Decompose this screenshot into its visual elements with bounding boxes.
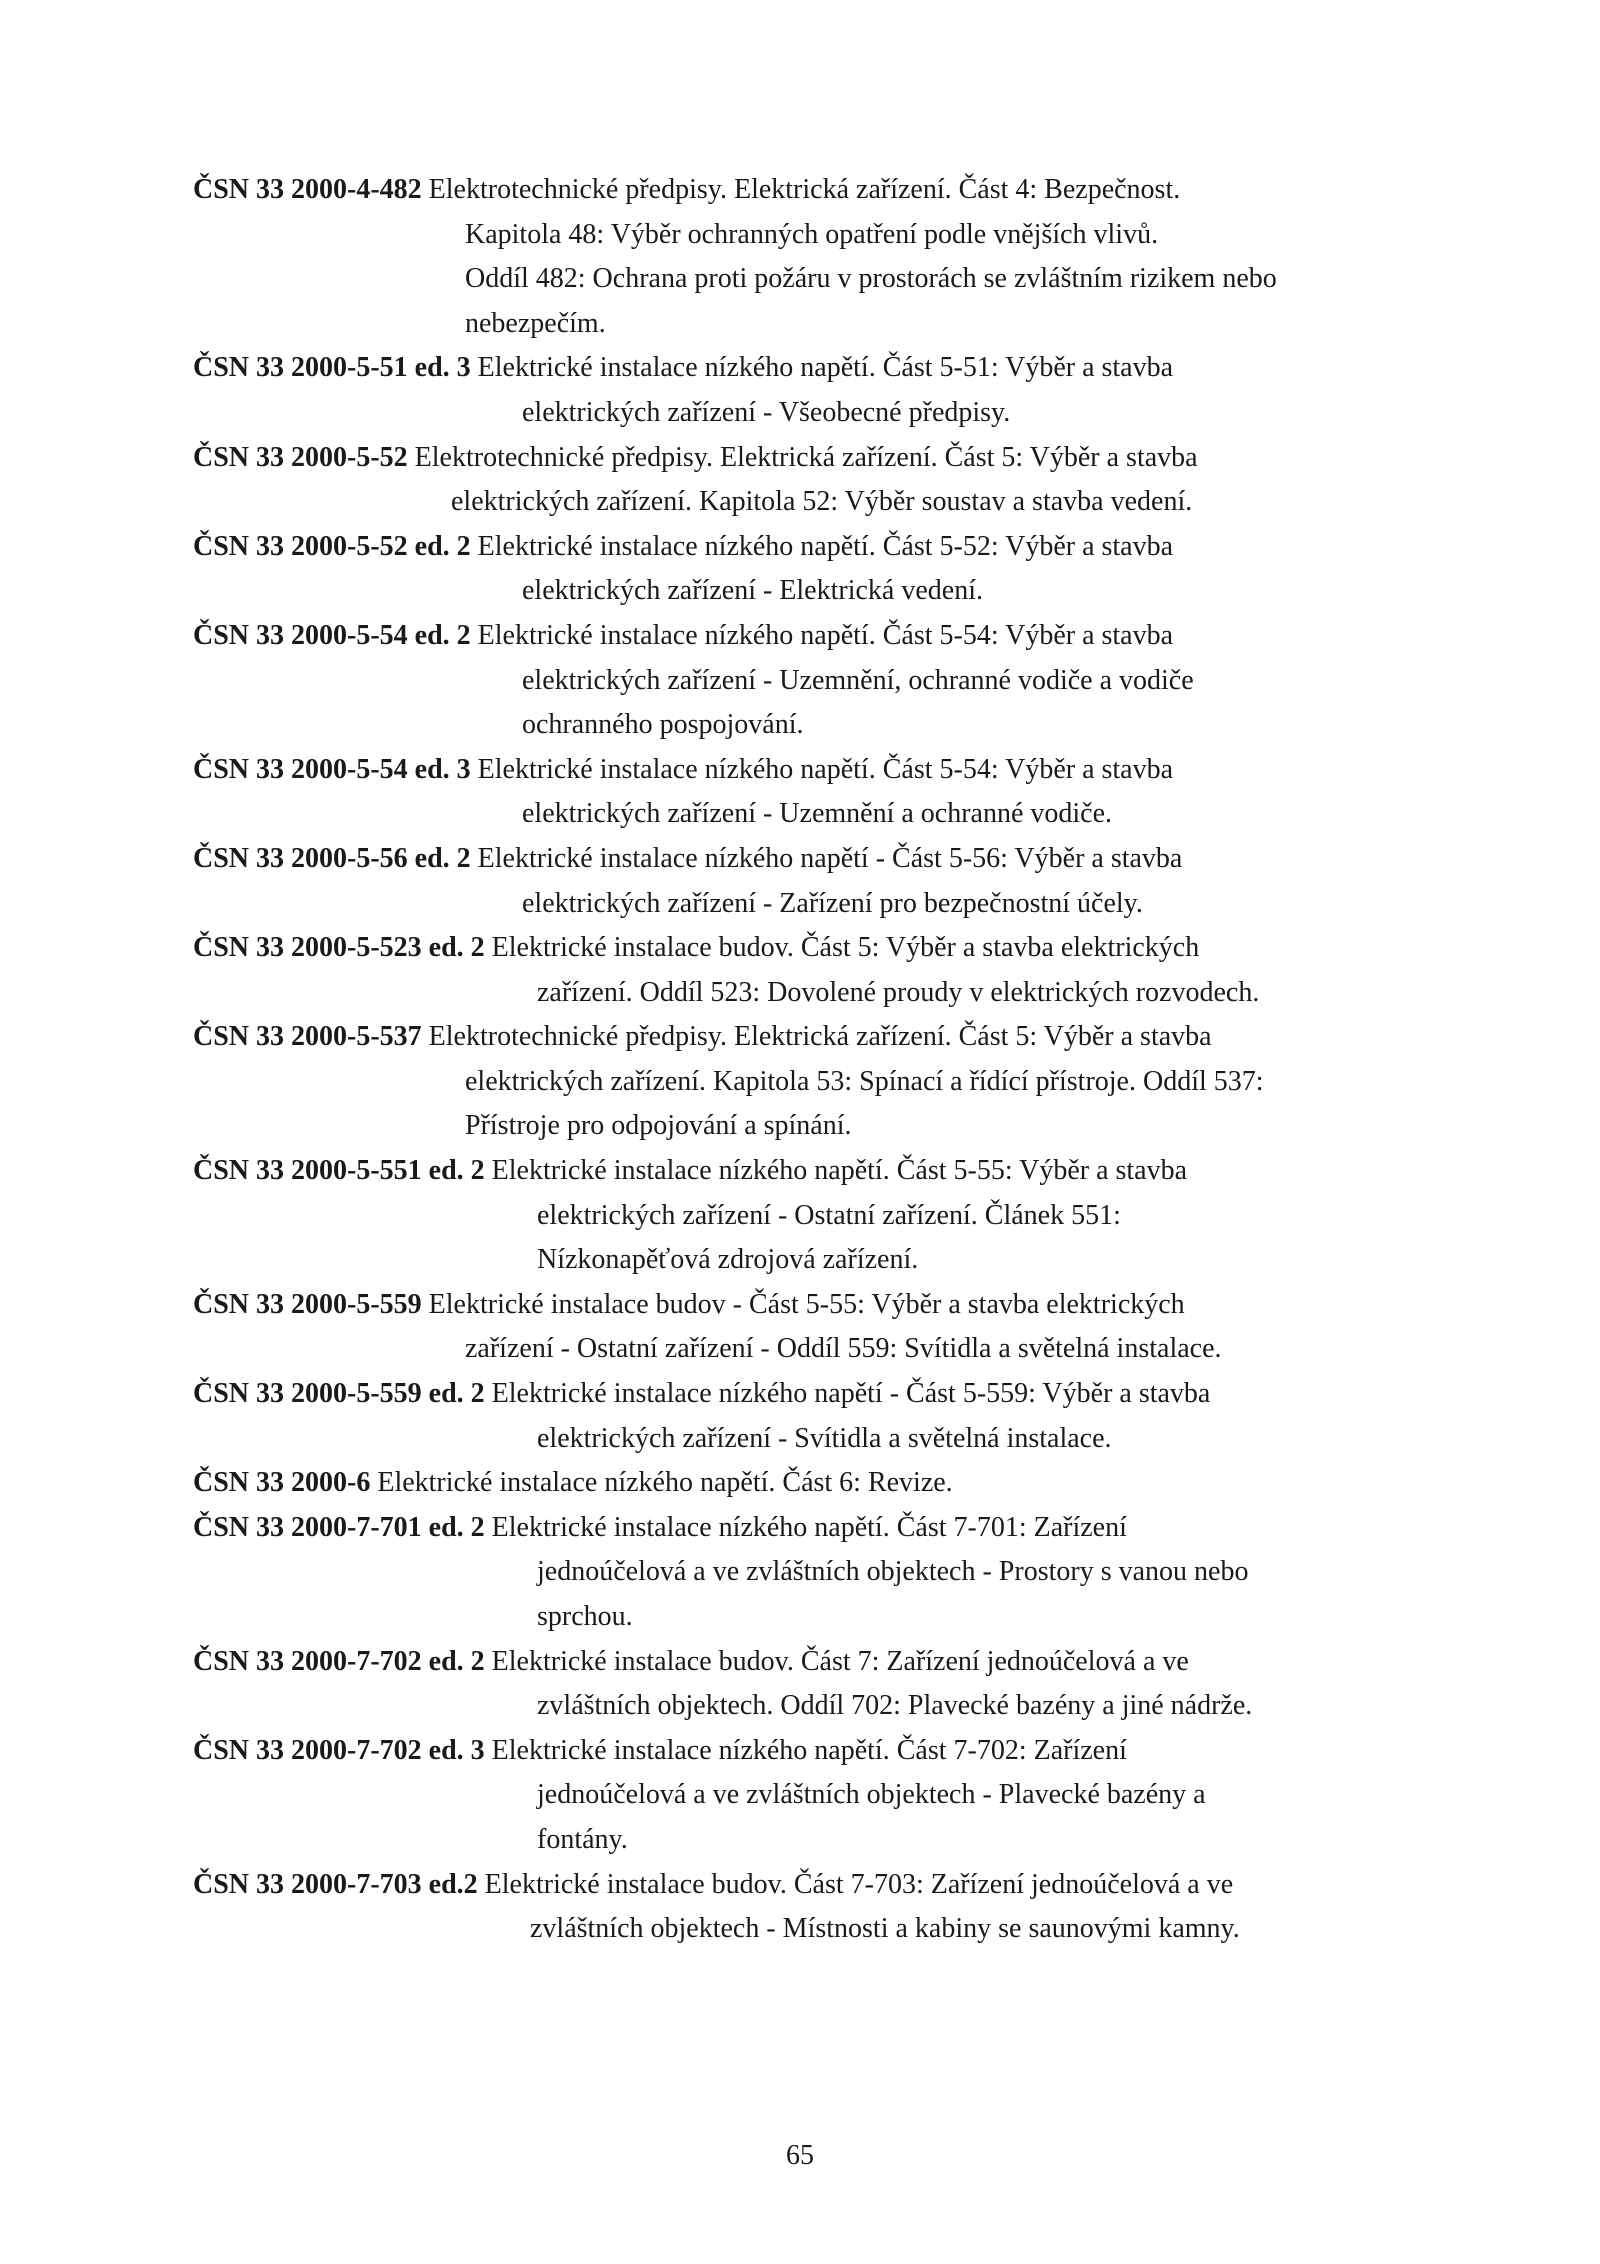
reference-first-line <box>193 926 1453 971</box>
reference-continuation-line <box>193 1327 1453 1372</box>
standard-code: ČSN 33 2000-6 <box>193 1467 371 1499</box>
reference-text: Elektrické instalace nízkého napětí. Část 7-702: Zařízení <box>491 1734 1127 1766</box>
reference-entry <box>193 926 1453 1015</box>
reference-continuation-line <box>193 1104 1453 1149</box>
reference-text: elektrických zařízení - Elektrická vedení. <box>522 575 983 607</box>
standard-code: ČSN 33 2000-5-52 ed. 2 <box>193 530 471 562</box>
reference-first-line <box>193 1149 1453 1194</box>
reference-first-line <box>193 837 1453 882</box>
standard-code: ČSN 33 2000-5-51 ed. 3 <box>193 352 471 384</box>
standard-code: ČSN 33 2000-7-701 ed. 2 <box>193 1511 485 1543</box>
reference-first-line <box>193 168 1453 213</box>
reference-text: Oddíl 482: Ochrana proti požáru v prostorách se zvláštním rizikem nebo <box>465 263 1277 295</box>
reference-continuation-line <box>193 1550 1453 1595</box>
reference-first-line <box>193 346 1453 391</box>
reference-entry <box>193 1729 1453 1863</box>
reference-text: Elektrotechnické předpisy. Elektrická zařízení. Část 5: Výběr a stavba <box>414 441 1198 473</box>
reference-first-line <box>193 1506 1453 1551</box>
reference-text: elektrických zařízení - Uzemnění, ochranné vodiče a vodiče <box>522 664 1194 696</box>
reference-entry <box>193 1863 1453 1952</box>
reference-continuation-line <box>193 703 1453 748</box>
reference-continuation-line <box>193 1060 1453 1105</box>
reference-entry <box>193 436 1453 525</box>
reference-text: elektrických zařízení - Svítidla a světelná instalace. <box>537 1422 1112 1454</box>
reference-continuation-line <box>193 659 1453 704</box>
reference-continuation-line <box>193 792 1453 837</box>
reference-entry <box>193 346 1453 435</box>
reference-first-line <box>193 748 1453 793</box>
reference-first-line <box>193 1729 1453 1774</box>
reference-text: Elektrické instalace nízkého napětí. Část 7-701: Zařízení <box>491 1511 1127 1543</box>
reference-continuation-line <box>193 1238 1453 1283</box>
reference-text: sprchou. <box>537 1601 633 1632</box>
reference-text: Kapitola 48: Výběr ochranných opatření podle vnějších vlivů. <box>465 218 1159 250</box>
reference-first-line <box>193 436 1453 481</box>
reference-text: Elektrické instalace budov. Část 5: Výběr a stavba elektrických <box>491 932 1200 964</box>
reference-continuation-line <box>193 1907 1453 1952</box>
reference-continuation-line <box>193 257 1453 302</box>
reference-entry <box>193 1283 1453 1372</box>
reference-text: zařízení. Oddíl 523: Dovolené proudy v elektrických rozvodech. <box>537 976 1260 1008</box>
reference-text: zařízení - Ostatní zařízení - Oddíl 559: Svítidla a světelná instalace. <box>465 1333 1222 1365</box>
reference-continuation-line <box>193 391 1453 436</box>
reference-text: Elektrické instalace budov. Část 7-703: Zařízení jednoúčelová a ve <box>484 1868 1234 1900</box>
reference-text: Elektrické instalace nízkého napětí. Část 5-54: Výběr a stavba <box>477 753 1174 785</box>
reference-first-line <box>193 1372 1453 1417</box>
page-number: 65 <box>786 2140 814 2171</box>
reference-text: Elektrické instalace nízkého napětí - Část 5-56: Výběr a stavba <box>477 842 1183 874</box>
reference-continuation-line <box>193 213 1453 258</box>
reference-entry <box>193 1640 1453 1729</box>
reference-text: ochranného pospojování. <box>522 709 804 741</box>
reference-entry <box>193 614 1453 748</box>
reference-continuation-line <box>193 1595 1453 1640</box>
reference-entry <box>193 525 1453 614</box>
reference-continuation-line <box>193 1773 1453 1818</box>
reference-text: Elektrické instalace nízkého napětí - Část 5-559: Výběr a stavba <box>491 1378 1211 1410</box>
standard-code: ČSN 33 2000-4-482 <box>193 174 422 205</box>
reference-text: zvláštních objektech. Oddíl 702: Plavecké bazény a jiné nádrže. <box>537 1690 1253 1722</box>
reference-first-line <box>193 1640 1453 1685</box>
reference-continuation-line <box>193 569 1453 614</box>
reference-text: elektrických zařízení - Zařízení pro bezpečnostní účely. <box>522 887 1143 919</box>
standard-code: ČSN 33 2000-5-537 <box>193 1021 422 1053</box>
reference-continuation-line <box>193 1684 1453 1729</box>
reference-continuation-line <box>193 1417 1453 1462</box>
standard-code: ČSN 33 2000-5-54 ed. 2 <box>193 619 471 651</box>
reference-first-line <box>193 1015 1453 1060</box>
reference-text: Elektrické instalace nízkého napětí. Část 5-51: Výběr a stavba <box>477 352 1174 384</box>
reference-first-line <box>193 1461 1453 1506</box>
reference-text: Elektrické instalace nízkého napětí. Část 5-52: Výběr a stavba <box>477 530 1174 562</box>
reference-text: elektrických zařízení - Uzemnění a ochranné vodiče. <box>522 798 1113 830</box>
reference-entry <box>193 1015 1453 1149</box>
reference-text: Elektrické instalace nízkého napětí. Část 6: Revize. <box>377 1467 953 1499</box>
reference-entry <box>193 837 1453 926</box>
standard-code: ČSN 33 2000-5-54 ed. 3 <box>193 753 471 785</box>
reference-continuation-line <box>193 1194 1453 1239</box>
reference-first-line <box>193 1283 1453 1328</box>
reference-entry <box>193 748 1453 837</box>
reference-continuation-line <box>193 302 1453 347</box>
reference-first-line <box>193 614 1453 659</box>
reference-text: Nízkonapěťová zdrojová zařízení. <box>537 1244 919 1276</box>
reference-continuation-line <box>193 882 1453 927</box>
reference-continuation-line <box>193 1818 1453 1863</box>
reference-continuation-line <box>193 971 1453 1016</box>
reference-entry <box>193 1461 1453 1506</box>
standard-code: ČSN 33 2000-7-703 ed.2 <box>193 1868 478 1900</box>
reference-text: Elektrotechnické předpisy. Elektrická zařízení. Část 5: Výběr a stavba <box>428 1021 1212 1053</box>
reference-text: nebezpečím. <box>465 307 606 339</box>
reference-text: jednoúčelová a ve zvláštních objektech - Plavecké bazény a <box>537 1779 1206 1811</box>
reference-entry <box>193 1506 1453 1640</box>
standard-code: ČSN 33 2000-7-702 ed. 3 <box>193 1734 485 1766</box>
reference-text: elektrických zařízení - Všeobecné předpisy. <box>522 396 1011 428</box>
reference-text: elektrických zařízení. Kapitola 53: Spínací a řídící přístroje. Oddíl 537: <box>465 1065 1264 1097</box>
standard-code: ČSN 33 2000-5-559 ed. 2 <box>193 1378 485 1410</box>
reference-text: Přístroje pro odpojování a spínání. <box>465 1110 852 1142</box>
reference-text: Elektrické instalace nízkého napětí. Část 5-55: Výběr a stavba <box>491 1155 1188 1187</box>
reference-text: fontány. <box>537 1823 628 1855</box>
standard-code: ČSN 33 2000-5-52 <box>193 441 408 473</box>
standard-code: ČSN 33 2000-5-523 ed. 2 <box>193 932 485 964</box>
reference-continuation-line <box>193 480 1453 525</box>
reference-text: Elektrotechnické předpisy. Elektrická zařízení. Část 4: Bezpečnost. <box>428 174 1181 205</box>
reference-text: elektrických zařízení. Kapitola 52: Výběr soustav a stavba vedení. <box>451 486 1193 518</box>
standard-code: ČSN 33 2000-7-702 ed. 2 <box>193 1645 485 1677</box>
reference-text: jednoúčelová a ve zvláštních objektech - Prostory s vanou nebo <box>537 1556 1249 1588</box>
reference-first-line <box>193 525 1453 570</box>
reference-first-line <box>193 1863 1453 1908</box>
reference-text: elektrických zařízení - Ostatní zařízení. Článek 551: <box>537 1199 1121 1231</box>
standard-code: ČSN 33 2000-5-551 ed. 2 <box>193 1155 485 1187</box>
references-list <box>193 168 1453 1952</box>
reference-entry <box>193 1149 1453 1283</box>
reference-text: Elektrické instalace budov. Část 7: Zařízení jednoúčelová a ve <box>491 1645 1189 1677</box>
reference-entry <box>193 168 1453 346</box>
reference-entry <box>193 1372 1453 1461</box>
standard-code: ČSN 33 2000-5-56 ed. 2 <box>193 842 471 874</box>
standard-code: ČSN 33 2000-5-559 <box>193 1288 422 1320</box>
reference-text: Elektrické instalace budov - Část 5-55: Výběr a stavba elektrických <box>428 1288 1185 1320</box>
reference-text: Elektrické instalace nízkého napětí. Část 5-54: Výběr a stavba <box>477 619 1174 651</box>
reference-text: zvláštních objektech - Místnosti a kabiny se saunovými kamny. <box>530 1913 1240 1945</box>
